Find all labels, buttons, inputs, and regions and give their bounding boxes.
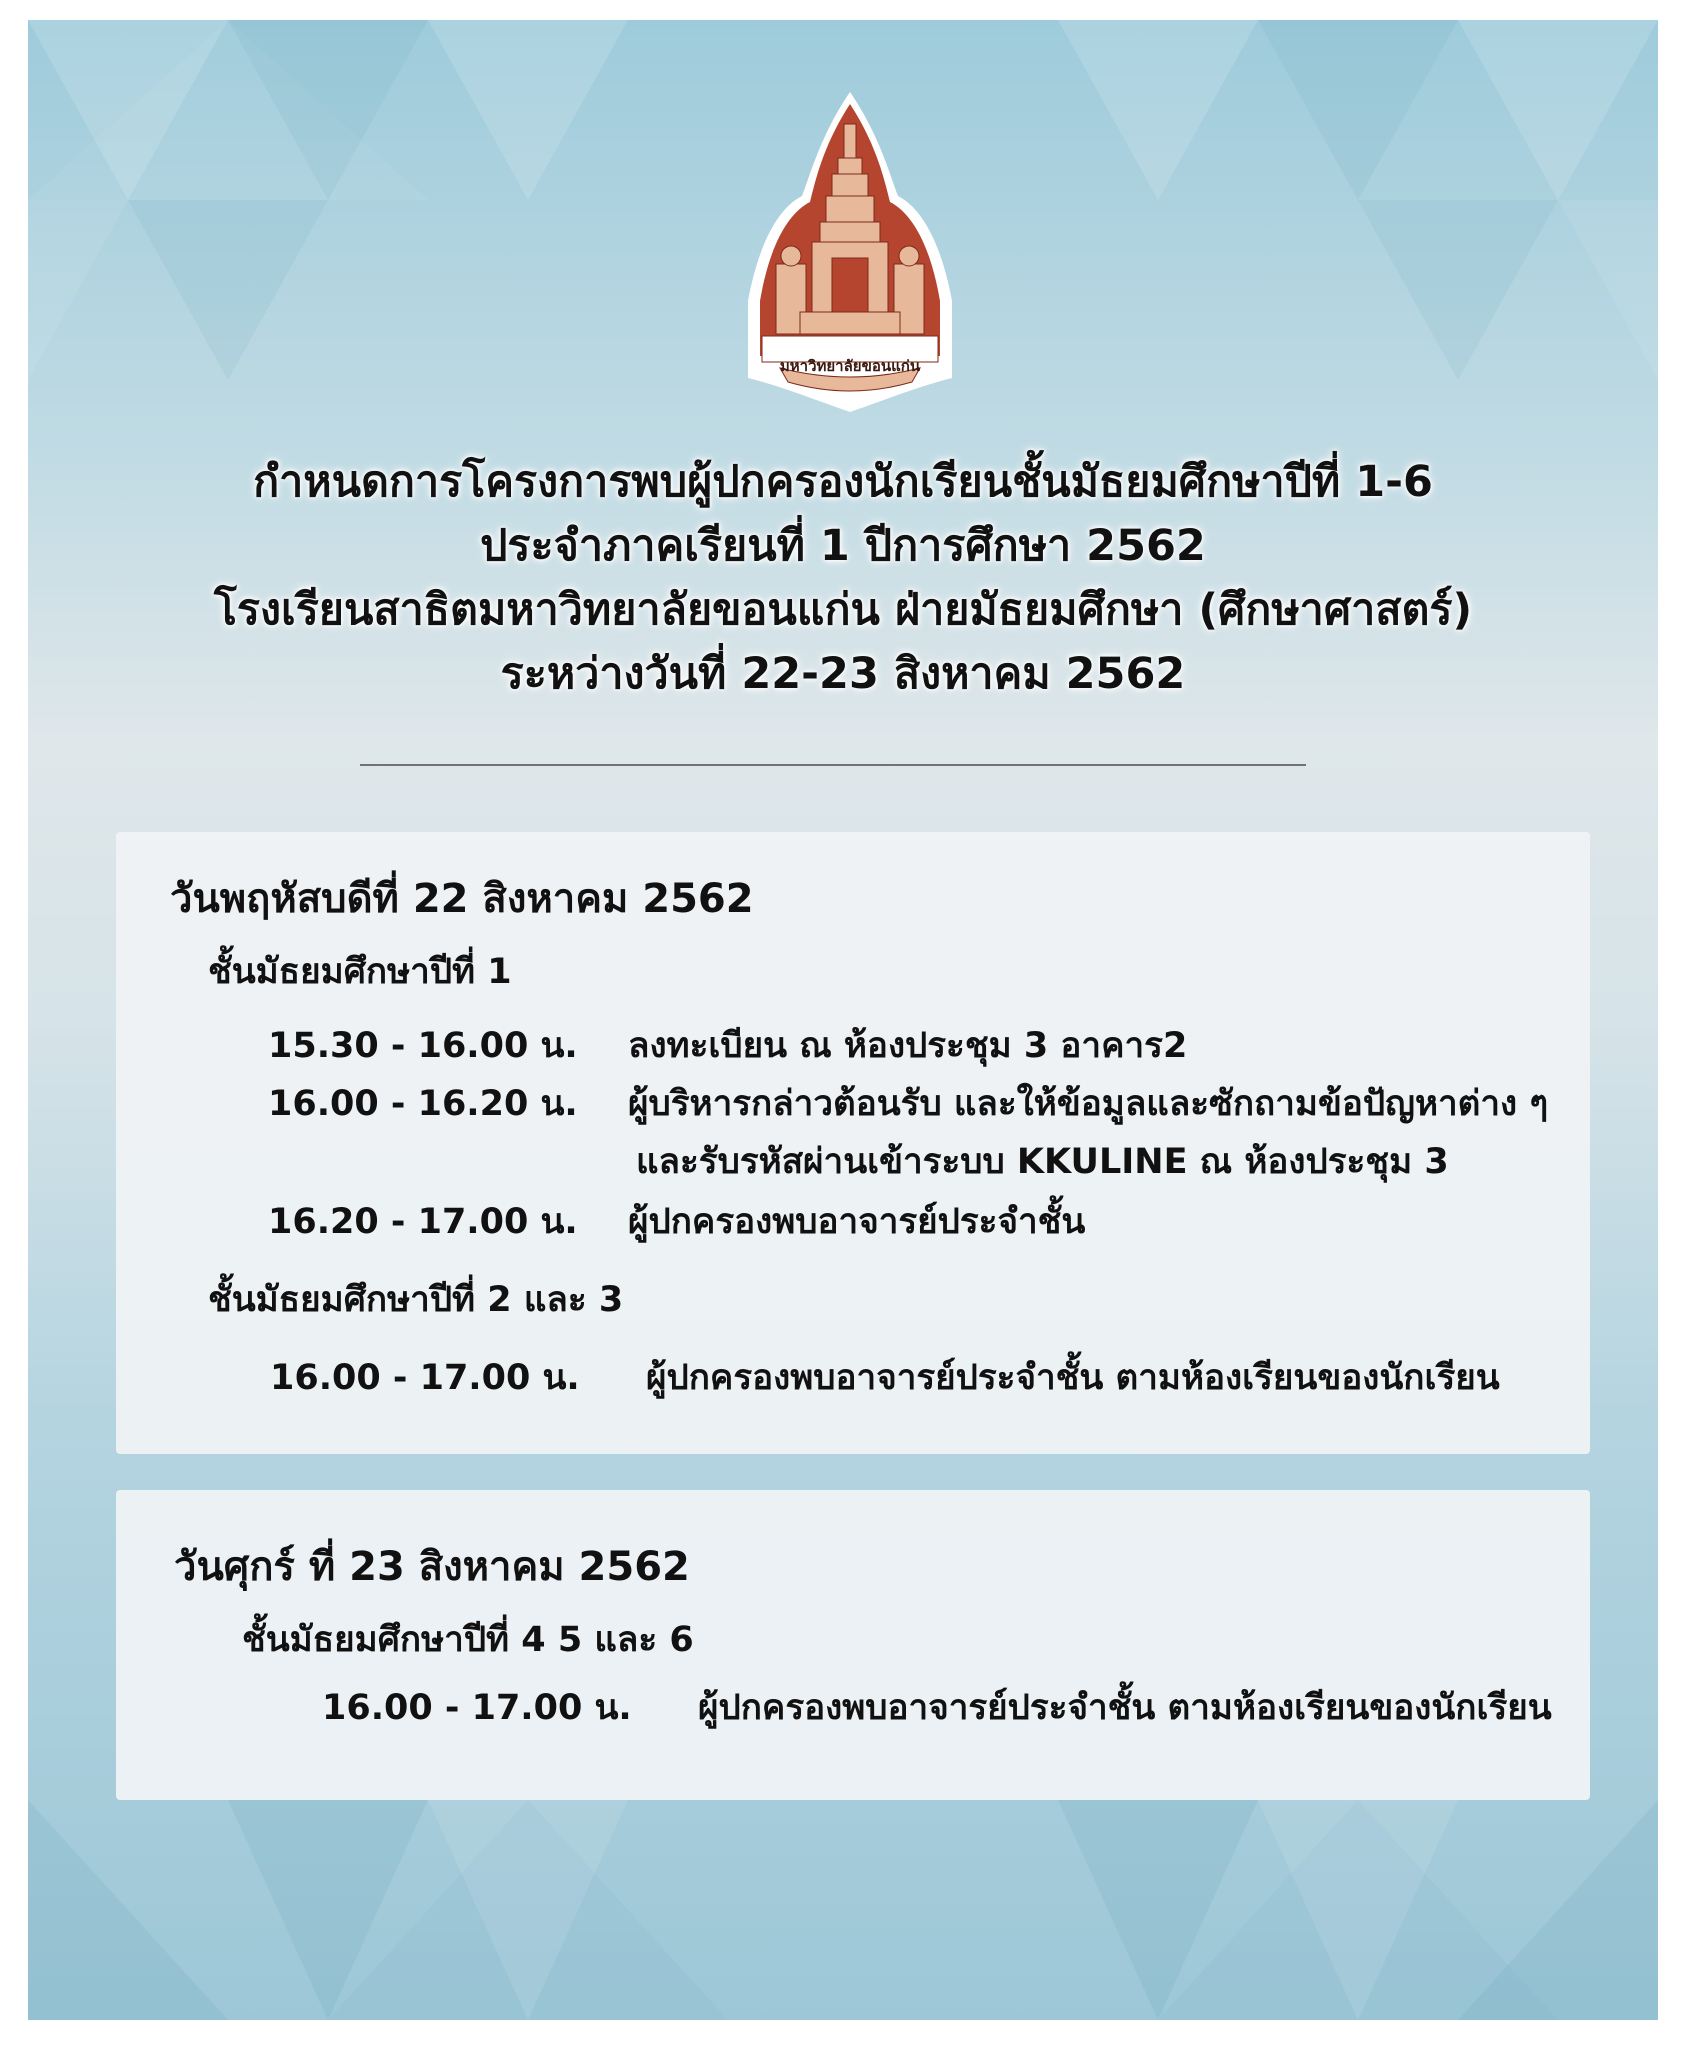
schedule-time: 16.00 - 17.00 น. <box>270 1358 580 1398</box>
day2-title: วันศุกร์ ที่ 23 สิงหาคม 2562 <box>174 1544 690 1590</box>
poster <box>28 20 1658 2020</box>
schedule-desc-continued: และรับรหัสผ่านเข้าระบบ KKULINE ณ ห้องประชุม 3 <box>636 1142 1449 1182</box>
day2-grade-label: ชั้นมัธยมศึกษาปีที่ 4 5 และ 6 <box>242 1620 694 1660</box>
title-line-4: ระหว่างวันที่ 22-23 สิงหาคม 2562 <box>500 649 1186 699</box>
day1-grade1-label: ชั้นมัธยมศึกษาปีที่ 1 <box>208 952 512 992</box>
day1-card <box>116 832 1590 1454</box>
schedule-time: 16.00 - 16.20 น. <box>268 1084 578 1124</box>
schedule-time: 15.30 - 16.00 น. <box>268 1026 578 1066</box>
schedule-desc: ผู้ปกครองพบอาจารย์ประจำชั้น ตามห้องเรียนของนักเรียน <box>698 1688 1552 1728</box>
title-line-2: ประจำภาคเรียนที่ 1 ปีการศึกษา 2562 <box>480 521 1206 571</box>
schedule-desc: ลงทะเบียน ณ ห้องประชุม 3 อาคาร2 <box>628 1026 1188 1066</box>
title-block <box>28 450 1658 706</box>
divider <box>360 764 1306 766</box>
day1-title: วันพฤหัสบดีที่ 22 สิงหาคม 2562 <box>170 876 754 922</box>
day2-card <box>116 1490 1590 1800</box>
day1-grade2-label: ชั้นมัธยมศึกษาปีที่ 2 และ 3 <box>208 1280 624 1320</box>
schedule-time: 16.20 - 17.00 น. <box>268 1202 578 1242</box>
schedule-time: 16.00 - 17.00 น. <box>322 1688 632 1728</box>
title-line-1: กำหนดการโครงการพบผู้ปกครองนักเรียนชั้นมัธยมศึกษาปีที่ 1-6 <box>253 457 1433 507</box>
schedule-desc: ผู้ปกครองพบอาจารย์ประจำชั้น <box>628 1202 1086 1242</box>
schedule-desc: ผู้ปกครองพบอาจารย์ประจำชั้น ตามห้องเรียนของนักเรียน <box>646 1358 1500 1398</box>
logo-caption: มหาวิทยาลัยขอนแก่น <box>779 357 921 375</box>
schedule-desc: ผู้บริหารกล่าวต้อนรับ และให้ข้อมูลและซักถามข้อปัญหาต่าง ๆ <box>628 1084 1549 1124</box>
title-line-3: โรงเรียนสาธิตมหาวิทยาลัยขอนแก่น ฝ่ายมัธยมศึกษา (ศึกษาศาสตร์) <box>213 585 1473 635</box>
